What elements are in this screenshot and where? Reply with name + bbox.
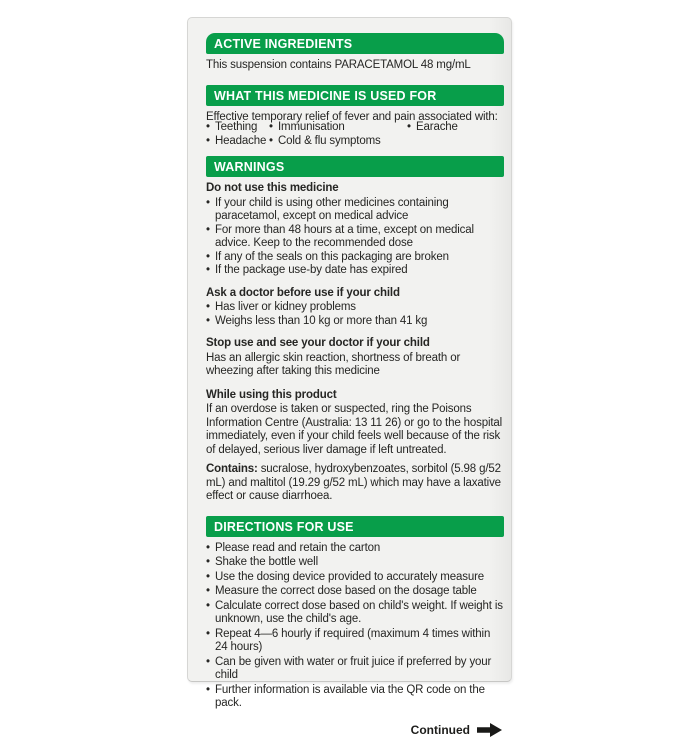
list-item: • Shake the bottle well (206, 556, 504, 570)
section-header-active-ingredients (206, 33, 504, 54)
list-item: • Immunisation (269, 121, 407, 135)
warnings-stop-use-group (206, 333, 504, 385)
contains-text: sucralose, hydroxybenzoates, sorbitol (5.98 g/52 mL) and maltitol (19.29 g/52 mL) which may have a laxative effect or cause diarrhoea. (206, 463, 501, 502)
warning-subheading: Do not use this medicine (206, 182, 339, 194)
continued-arrow-icon (477, 723, 502, 737)
used-for-column (407, 121, 504, 148)
section-header-directions (206, 516, 504, 537)
used-for-column (206, 121, 269, 148)
list-item: • Please read and retain the carton (206, 542, 504, 556)
contains-statement (206, 463, 504, 504)
list-item: • Has liver or kidney problems (206, 301, 504, 315)
used-for-column (269, 121, 407, 148)
list-item: • Earache (407, 121, 504, 135)
medicine-label-panel (187, 17, 512, 737)
list-item: • If your child is using other medicines containing paracetamol, except on medical advice (206, 197, 504, 224)
section-header-label: DIRECTIONS FOR USE (214, 519, 354, 534)
list-item: • Use the dosing device provided to accurately measure (206, 571, 504, 585)
warning-list (206, 197, 504, 278)
used-for-intro: Effective temporary relief of fever and pain associated with: (206, 110, 498, 123)
warnings-ask-doctor-group (206, 283, 504, 334)
warnings-while-using-group (206, 385, 504, 464)
warning-text: Has an allergic skin reaction, shortness of breath or wheezing after taking this medicine (206, 351, 461, 377)
warning-subheading: Ask a doctor before use if your child (206, 286, 400, 299)
list-item: • Repeat 4—6 hourly if required (maximum 4 times within 24 hours) (206, 628, 504, 655)
contains-label: Contains: (206, 463, 258, 475)
warning-subheading: While using this product (206, 388, 337, 401)
continued-label: Continued (410, 722, 470, 737)
list-item: • Measure the correct dose based on the dosage table (206, 585, 504, 599)
warning-text: If an overdose is taken or suspected, ring the Poisons Information Centre (Australia: 13 11 26) or go to the hospital immediately, even if your child feels well because of the risk of delayed, serious liver damage if left untreated. (206, 403, 503, 456)
warning-subheading: Stop use and see your doctor if your child (206, 337, 430, 349)
list-item: • Cold & flu symptoms (269, 135, 407, 149)
list-item: • Can be given with water or fruit juice if preferred by your child (206, 656, 504, 683)
list-item: • Further information is available via the QR code on the pack. (206, 684, 504, 711)
section-header-label: ACTIVE INGREDIENTS (214, 37, 353, 51)
warning-list (206, 301, 504, 328)
section-header-used-for (206, 85, 504, 106)
list-item: • Teething (206, 121, 269, 135)
section-header-warnings (206, 156, 504, 177)
list-item: • Calculate correct dose based on child's weight. If weight is unknown, use the child's age. (206, 600, 504, 627)
list-item: • Headache (206, 135, 269, 149)
directions-list (206, 542, 504, 712)
section-header-label: WHAT THIS MEDICINE IS USED FOR (214, 88, 437, 103)
used-for-bullet-columns (206, 121, 504, 148)
list-item: • Weighs less than 10 kg or more than 41 kg (206, 315, 504, 329)
warnings-do-not-use-group (206, 182, 504, 283)
list-item: • If the package use-by date has expired (206, 264, 504, 278)
section-header-label: WARNINGS (214, 160, 285, 174)
list-item: • If any of the seals on this packaging are broken (206, 251, 504, 265)
list-item: • For more than 48 hours at a time, except on medical advice. Keep to the recommended dose (206, 224, 504, 251)
active-ingredients-text: This suspension contains PARACETAMOL 48 mg/mL (206, 59, 471, 71)
continued-indicator (206, 717, 504, 739)
